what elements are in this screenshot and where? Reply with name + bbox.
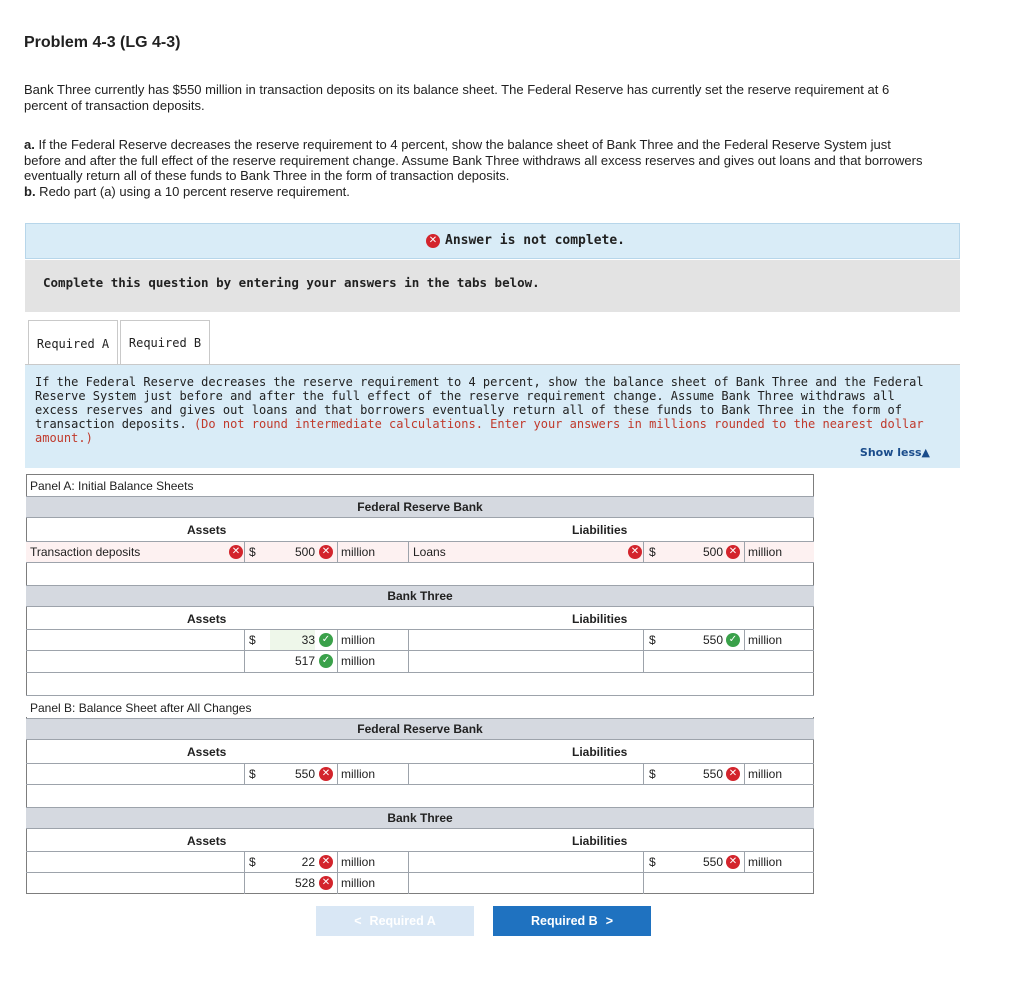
check-icon: ✓ <box>726 633 740 647</box>
panel-b-fed-liability-input[interactable]: 550 <box>702 767 723 781</box>
panel-b-label-row <box>26 695 814 717</box>
million-label: million <box>341 767 376 781</box>
panel-a-fed-liabilities-header: Liabilities <box>572 523 628 537</box>
column-divider <box>643 763 644 785</box>
dollar-sign: $ <box>649 767 656 781</box>
instructions-text: If the Federal Reserve decreases the reserve requirement to 4 percent, show the balance sheet of Bank Three and the Federal Reserve System just before and after the full effect of the reserve requirement change. Assume Bank Three withdraws all excess reserves and gives out loans and that borrowers eventually return all of these funds to Bank Three in the form of transaction deposits. <box>35 375 924 431</box>
column-divider <box>408 541 409 563</box>
error-icon: ✕ <box>319 545 333 559</box>
million-label: million <box>341 654 376 668</box>
tab-required-b[interactable]: Required B <box>120 320 210 366</box>
part-a-text: If the Federal Reserve decreases the reserve requirement to 4 percent, show the balance sheet of Bank Three and the Federal Reserve System just before and after the full effect of the reserve requirement change. Assume Bank Three withdraws all excess reserves and gives out loans and that borrowers eventually return all of these funds to Bank Three in the form of transaction deposits. <box>24 137 923 183</box>
part-b-text: Redo part (a) using a 10 percent reserve requirement. <box>35 183 350 199</box>
panel-b-bank-assets-header: Assets <box>187 834 227 848</box>
column-divider <box>643 629 644 673</box>
instructions-bar-text: Complete this question by entering your answers in the tabs below. <box>43 275 540 290</box>
panel-b-fed-asset-input[interactable]: 550 <box>294 767 315 781</box>
column-divider <box>744 629 745 651</box>
panel-a-bank-asset-input-2[interactable]: 517 <box>294 654 315 668</box>
panel-a-bank-header: Bank Three <box>26 585 814 607</box>
column-divider <box>408 763 409 785</box>
panel-a-fed-row <box>26 541 814 563</box>
panel-a-bank-row-2 <box>26 651 814 673</box>
problem-title: Problem 4-3 (LG 4-3) <box>24 34 181 51</box>
column-divider <box>744 763 745 785</box>
chevron-left-icon: < <box>354 914 362 928</box>
million-label: million <box>748 545 783 559</box>
million-label: million <box>748 767 783 781</box>
next-tab-button[interactable] <box>493 906 651 936</box>
panel-b-fed-assets-header: Assets <box>187 745 227 759</box>
error-icon: ✕ <box>726 545 740 559</box>
banner-text: Answer is not complete. <box>445 233 626 248</box>
million-label: million <box>341 876 376 890</box>
part-b-label: b. <box>24 183 36 199</box>
column-divider <box>643 541 644 563</box>
problem-intro: Bank Three currently has $550 million in transaction deposits on its balance sheet. The Federal Reserve has currently set the reserve requirement at 6 percent of transaction deposits. <box>24 82 890 113</box>
panel-a-bank-row-1 <box>26 629 814 651</box>
panel-a-frame <box>26 474 814 496</box>
panel-a-fed-header: Federal Reserve Bank <box>26 496 814 518</box>
million-label: million <box>341 633 376 647</box>
column-divider <box>337 851 338 894</box>
dollar-sign: $ <box>649 855 656 869</box>
panel-b-bank-header: Bank Three <box>26 807 814 829</box>
check-icon: ✓ <box>319 654 333 668</box>
column-divider <box>337 763 338 785</box>
check-icon: ✓ <box>319 633 333 647</box>
dollar-sign: $ <box>649 545 656 559</box>
column-divider <box>408 851 409 894</box>
panel-b-fed-liabilities-header: Liabilities <box>572 745 628 759</box>
error-icon: ✕ <box>726 855 740 869</box>
panel-a-fed-asset-input[interactable]: 500 <box>294 545 315 559</box>
panel-b-bank-asset-input-1[interactable]: 22 <box>301 855 315 869</box>
column-divider <box>337 541 338 563</box>
panel-b-bank-row-1 <box>26 851 814 873</box>
tab-instructions <box>25 365 960 468</box>
panel-a-fed-liability-label[interactable]: Loans <box>413 545 446 559</box>
panel-b-bank-asset-input-2[interactable]: 528 <box>294 876 315 890</box>
panel-a-bank-asset-input-1[interactable]: 33 <box>270 630 315 650</box>
panel-a-fed-liability-input[interactable]: 500 <box>702 545 723 559</box>
panel-b-fed-row <box>26 763 814 785</box>
column-divider <box>744 851 745 873</box>
error-icon: ✕ <box>319 767 333 781</box>
panel-a-fed-asset-label[interactable]: Transaction deposits <box>30 545 141 559</box>
million-label: million <box>748 855 783 869</box>
million-label: million <box>341 545 376 559</box>
panel-b-bank-liability-input[interactable]: 550 <box>702 855 723 869</box>
answer-status-banner <box>25 223 960 259</box>
next-tab-label: Required B <box>531 914 598 928</box>
error-icon: ✕ <box>426 234 440 248</box>
instructions-note: (Do not round intermediate calculations. Enter your answers in millions rounded to the nearest dollar amount.) <box>35 417 924 445</box>
panel-a-label: Panel A: Initial Balance Sheets <box>30 479 194 493</box>
column-divider <box>408 629 409 673</box>
error-icon: ✕ <box>628 545 642 559</box>
million-label: million <box>341 855 376 869</box>
column-divider <box>244 763 245 785</box>
column-divider <box>244 541 245 563</box>
error-icon: ✕ <box>319 855 333 869</box>
error-icon: ✕ <box>229 545 243 559</box>
dollar-sign: $ <box>249 545 256 559</box>
column-divider <box>244 629 245 673</box>
prev-tab-label: Required A <box>369 914 436 928</box>
panel-b-bank-liabilities-header: Liabilities <box>572 834 628 848</box>
instructions-bar <box>25 260 960 312</box>
error-icon: ✕ <box>319 876 333 890</box>
panel-a-bank-liability-input[interactable]: 550 <box>702 633 723 647</box>
panel-a-bank-assets-header: Assets <box>187 612 227 626</box>
column-divider <box>337 629 338 673</box>
dollar-sign: $ <box>249 855 256 869</box>
panel-b-label: Panel B: Balance Sheet after All Changes <box>30 701 252 715</box>
tab-required-a[interactable]: Required A <box>28 320 118 366</box>
column-divider <box>643 851 644 894</box>
chevron-right-icon: > <box>605 914 613 928</box>
dollar-sign: $ <box>249 767 256 781</box>
prev-tab-button[interactable] <box>316 906 474 936</box>
show-less-link[interactable]: Show less▲ <box>859 446 930 459</box>
million-label: million <box>748 633 783 647</box>
part-a-label: a. <box>24 137 35 152</box>
dollar-sign: $ <box>649 633 656 647</box>
problem-parts <box>24 137 924 199</box>
error-icon: ✕ <box>726 767 740 781</box>
column-divider <box>244 851 245 894</box>
panel-b-fed-header: Federal Reserve Bank <box>26 718 814 740</box>
panel-b-bank-row-2 <box>26 873 814 895</box>
panel-a-bank-liabilities-header: Liabilities <box>572 612 628 626</box>
dollar-sign: $ <box>249 633 256 647</box>
column-divider <box>744 541 745 563</box>
panel-a-fed-assets-header: Assets <box>187 523 227 537</box>
